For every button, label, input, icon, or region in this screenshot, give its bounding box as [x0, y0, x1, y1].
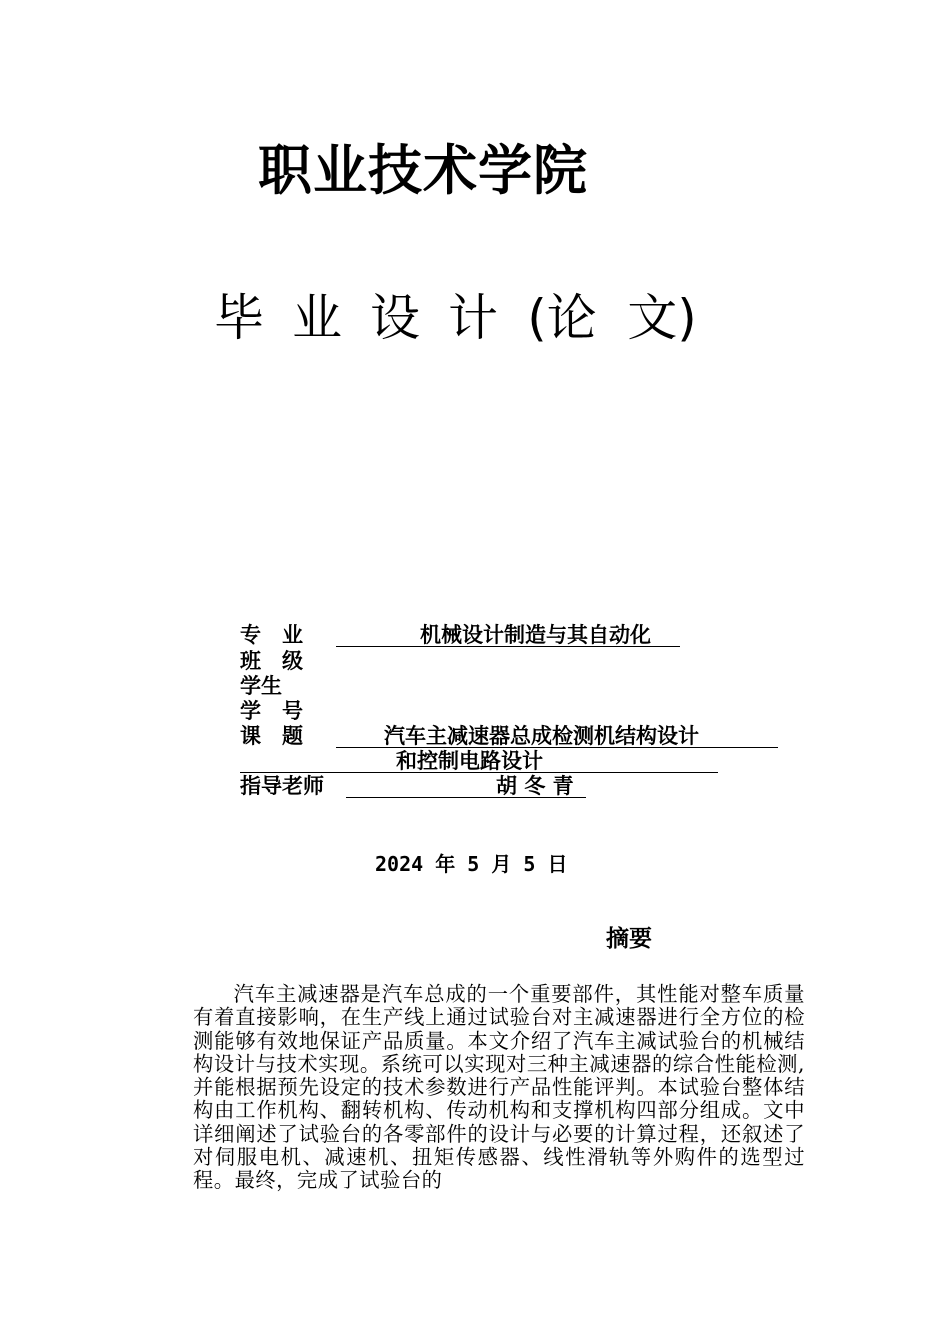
thesis-title-char: (论: [527, 289, 597, 347]
field-topic-value-line1: 汽车主减速器总成检测机结构设计: [384, 724, 699, 748]
field-topic-label: 课 题: [240, 724, 303, 748]
thesis-title: [200, 278, 712, 350]
field-student-id-label: 学 号: [240, 699, 303, 723]
abstract-body: 汽车主减速器是汽车总成的一个重要部件，其性能对整车质量有着直接影响，在生产线上通过试验台对主减速器进行全方位的检测能够有效地保证产品质量。本文介绍了汽车主减试验台的机械结构设计与技术实现。系统可以实现对三种主减速器的综合性能检测,并能根据预先设定的技术参数进行产品性能评判。本试验台整体结构由工作机构、翻转机构、传动机构和支撑机构四部分组成。文中详细阐述了试验台的各零部件的设计与必要的计算过程，还叙述了对伺服电机、减速机、扭矩传感器、线性滑轨等外购件的选型过程。最终，完成了试验台的: [193, 982, 805, 1193]
field-major-label: 专 业: [240, 623, 303, 647]
field-advisor-value: 胡 冬 青: [496, 774, 574, 798]
field-advisor: [240, 773, 640, 799]
field-student-label: 学生: [240, 674, 282, 698]
thesis-title-char: 业: [292, 289, 342, 347]
field-class-label: 班 级: [240, 649, 303, 673]
submission-date: 2024 年 5 月 5 日: [375, 852, 568, 876]
thesis-title-char: 计: [448, 289, 498, 347]
field-major: [240, 622, 740, 648]
field-topic-value-line2: 和控制电路设计: [396, 749, 543, 773]
field-topic: [240, 723, 800, 749]
field-major-value: 机械设计制造与其自动化: [420, 623, 651, 647]
abstract-title: 摘要: [606, 926, 652, 952]
thesis-title-char: 文): [627, 289, 697, 347]
thesis-title-char: 毕: [214, 289, 264, 347]
field-topic-line2: [240, 748, 740, 774]
thesis-title-char: 设: [370, 289, 420, 347]
field-advisor-label: 指导老师: [240, 774, 324, 798]
institution-name: 职业技术学院: [258, 139, 588, 202]
